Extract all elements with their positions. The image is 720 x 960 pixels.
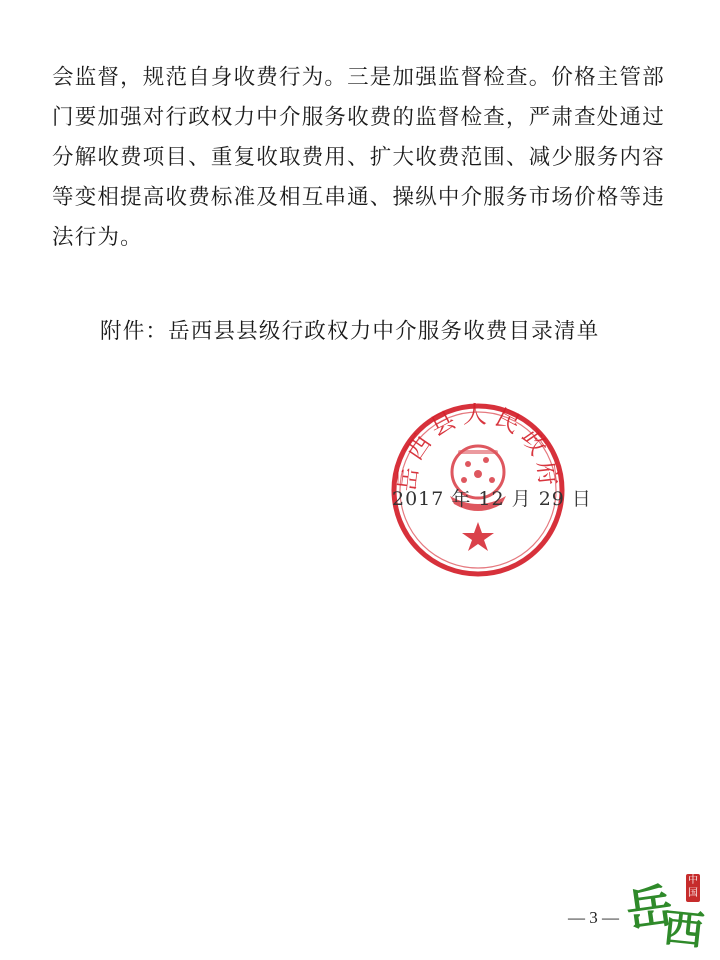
logo-badge: 中国 [686,874,700,902]
document-date: 2017 年 12 月 29 日 [392,488,592,510]
yuexi-logo [622,868,714,955]
seal-text: 岳西县人民政府 [392,400,564,493]
paragraph-line-3: 分解收费项目、重复收取费用、扩大收费范围、减少服务内容 [52,145,665,170]
page-number: — 3 — [568,908,619,927]
seal-star-icon [462,522,494,551]
paragraph-line-4: 等变相提高收费标准及相互串通、操纵中介服务市场价格等违 [52,185,665,210]
attachment-line: 附件：岳西县县级行政权力中介服务收费目录清单 [100,319,600,344]
logo-char-1: 岳 [622,878,676,938]
logo-char-2: 西 [661,904,707,955]
paragraph-line-2: 门要加强对行政权力中介服务收费的监督检查，严肃查处通过 [52,105,665,130]
paragraph-line-5: 法行为。 [52,225,143,250]
body-paragraph [52,58,692,258]
paragraph-line-1: 会监督，规范自身收费行为。三是加强监督检查。价格主管部 [52,65,665,90]
